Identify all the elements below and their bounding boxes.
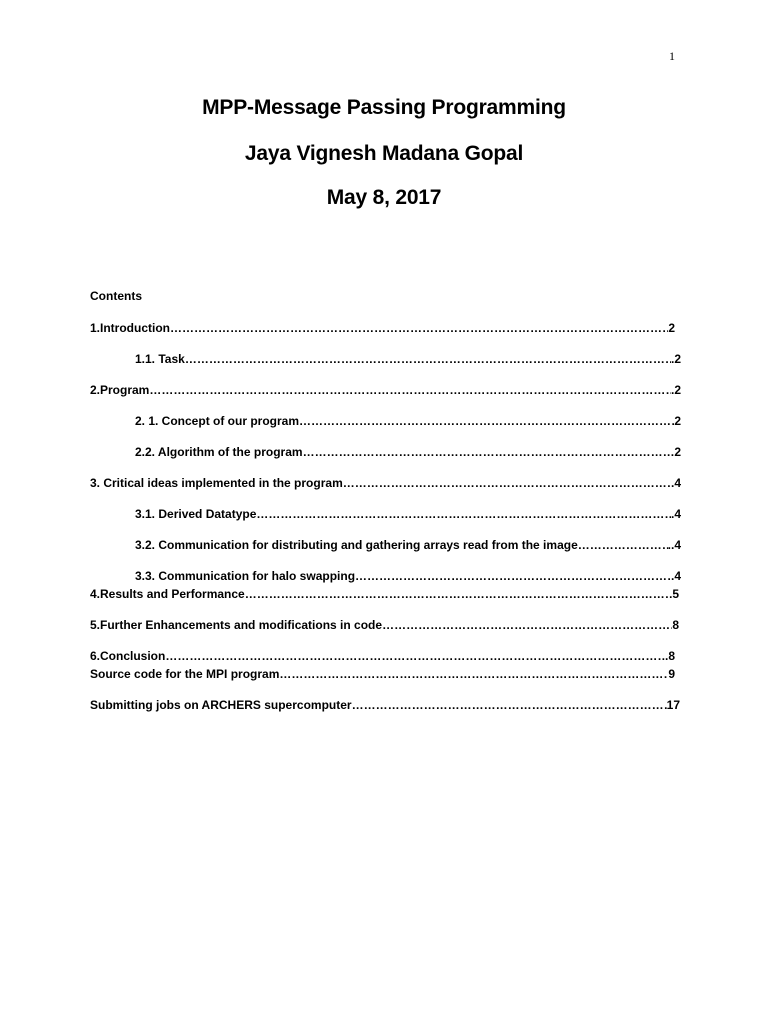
toc-page: .2: [670, 352, 681, 366]
toc-entry-derived-datatype[interactable]: [135, 506, 681, 522]
toc-entry-halo-swapping[interactable]: [135, 568, 681, 584]
toc-entry-submitting-jobs[interactable]: [90, 697, 680, 713]
toc-entry-program[interactable]: [90, 382, 681, 398]
toc-page: 2: [674, 445, 681, 459]
toc-leader: [185, 351, 671, 367]
toc-page: .8: [664, 649, 675, 663]
toc-leader: [343, 475, 671, 491]
toc-leader: [149, 382, 671, 398]
toc-entry-further-enhancements[interactable]: [90, 617, 679, 633]
toc-page: .4: [670, 569, 681, 583]
toc-entry-results[interactable]: [90, 586, 679, 602]
toc-entry-concept[interactable]: [135, 413, 681, 429]
toc-label: 2. 1. Concept of our program: [135, 414, 300, 428]
toc-leader: [245, 586, 673, 602]
toc-leader: [382, 617, 672, 633]
toc-entry-algorithm[interactable]: [135, 444, 681, 460]
toc-label: 2.2. Algorithm of the program: [135, 445, 303, 459]
toc-label: 4.Results and Performance: [90, 587, 245, 601]
toc-label: 2.Program: [90, 383, 150, 397]
toc-leader: [279, 666, 668, 682]
toc-leader: [299, 413, 674, 429]
document-date: May 8, 2017: [326, 186, 442, 209]
toc-entry-introduction[interactable]: [90, 320, 675, 336]
toc-page: 2: [668, 321, 675, 335]
toc-label: 5.Further Enhancements and modifications in code: [90, 618, 383, 632]
toc-label: 6.Conclusion: [90, 649, 166, 663]
toc-page: .2: [670, 383, 681, 397]
toc-page: 2: [674, 414, 681, 428]
toc-page: 8: [672, 618, 679, 632]
toc-label: Submitting jobs on ARCHERS supercomputer: [90, 698, 352, 712]
toc-entry-communication-distributing[interactable]: [135, 537, 681, 553]
toc-label: Source code for the MPI program: [90, 667, 280, 681]
toc-label: 3. Critical ideas implemented in the program: [90, 476, 343, 490]
toc-leader: [170, 320, 668, 336]
toc-label: 3.1. Derived Datatype: [135, 507, 257, 521]
toc-leader: [303, 444, 675, 460]
toc-page: 9: [668, 667, 675, 681]
toc-leader: [256, 506, 671, 522]
toc-page: 17: [666, 698, 680, 712]
toc-page: .4: [670, 476, 681, 490]
toc-label: 3.2. Communication for distributing and gathering arrays read from the image: [135, 538, 578, 552]
toc-entry-source-code[interactable]: [90, 666, 675, 682]
toc-entry-conclusion[interactable]: [90, 648, 675, 664]
toc-page: ..4: [667, 538, 681, 552]
document-title: MPP-Message Passing Programming: [202, 96, 566, 119]
toc-leader: [578, 537, 668, 553]
toc-label: 1.Introduction: [90, 321, 170, 335]
toc-label: 3.3. Communication for halo swapping: [135, 569, 356, 583]
page-number: 1: [669, 49, 675, 63]
toc-leader: [355, 568, 671, 584]
document-author: Jaya Vignesh Madana Gopal: [244, 142, 524, 165]
toc-label: 1.1. Task: [135, 352, 185, 366]
contents-heading: Contents: [90, 289, 142, 303]
toc-page: .4: [670, 507, 681, 521]
toc-entry-task[interactable]: [135, 351, 681, 367]
toc-entry-critical-ideas[interactable]: [90, 475, 681, 491]
toc-leader: [352, 697, 667, 713]
toc-leader: [165, 648, 665, 664]
toc-page: 5: [672, 587, 679, 601]
